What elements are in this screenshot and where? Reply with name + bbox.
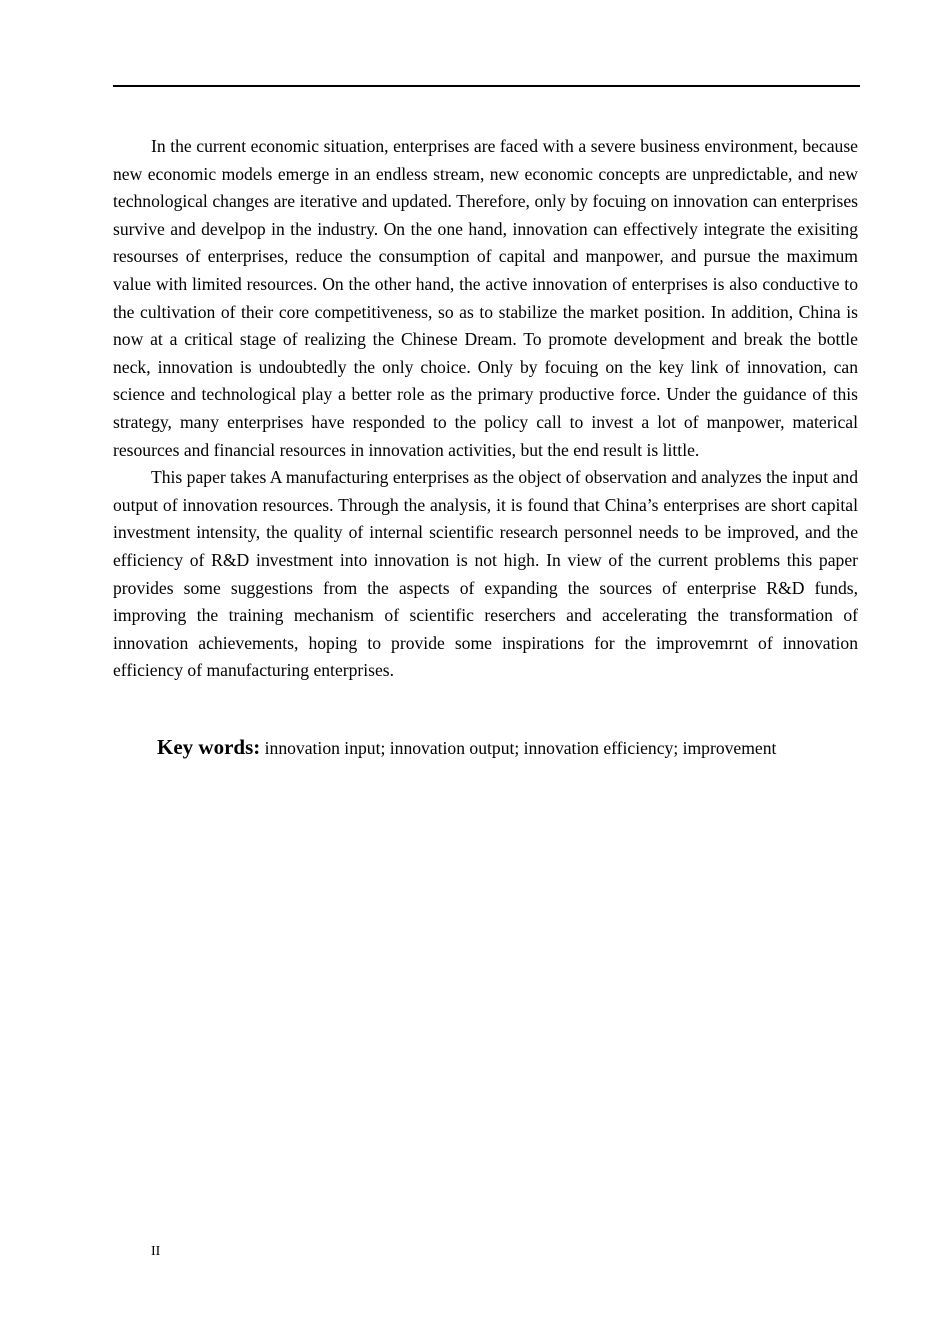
- keywords-line: [157, 732, 858, 763]
- keywords-label: Key words:: [157, 735, 261, 759]
- page-number: II: [151, 1244, 161, 1259]
- abstract-paragraph-2: This paper takes A manufacturing enterprises as the object of observation and analyzes the input and output of innovation resources. Through the analysis, it is found that China’s enterprises are short capital investment intensity, the quality of internal scientific research personnel needs to be improved, and the efficiency of R&D investment into innovation is not high. In view of the current problems this paper provides some suggestions from the aspects of expanding the sources of enterprise R&D funds, improving the training mechanism of scientific reserchers and accelerating the transformation of innovation achievements, hoping to provide some inspirations for the improvemrnt of innovation efficiency of manufacturing enterprises.: [113, 467, 858, 681]
- abstract-body: [113, 133, 858, 685]
- keywords-text: innovation input; innovation output; innovation efficiency; improvement: [264, 738, 777, 758]
- header-rule: [113, 85, 860, 87]
- abstract-paragraph-1: In the current economic situation, enterprises are faced with a severe business environment, because new economic models emerge in an endless stream, new economic concepts are unpredictable, and new technological changes are iterative and updated. Therefore, only by focuing on innovation can enterprises survive and develpop in the industry. On the one hand, innovation can effectively integrate the exisiting resourses of enterprises, reduce the consumption of capital and manpower, and pursue the maximum value with limited resources. On the other hand, the active innovation of enterprises is also conductive to the cultivation of their core competitiveness, so as to stabilize the market position. In addition, China is now at a critical stage of realizing the Chinese Dream. To promote development and break the bottle neck, innovation is undoubtedly the only choice. Only by focuing on the key link of innovation, can science and technological play a better role as the primary productive force. Under the guidance of this strategy, many enterprises have responded to the policy call to invest a lot of manpower, materical resources and financial resources in innovation activities, but the end result is little.: [113, 136, 858, 460]
